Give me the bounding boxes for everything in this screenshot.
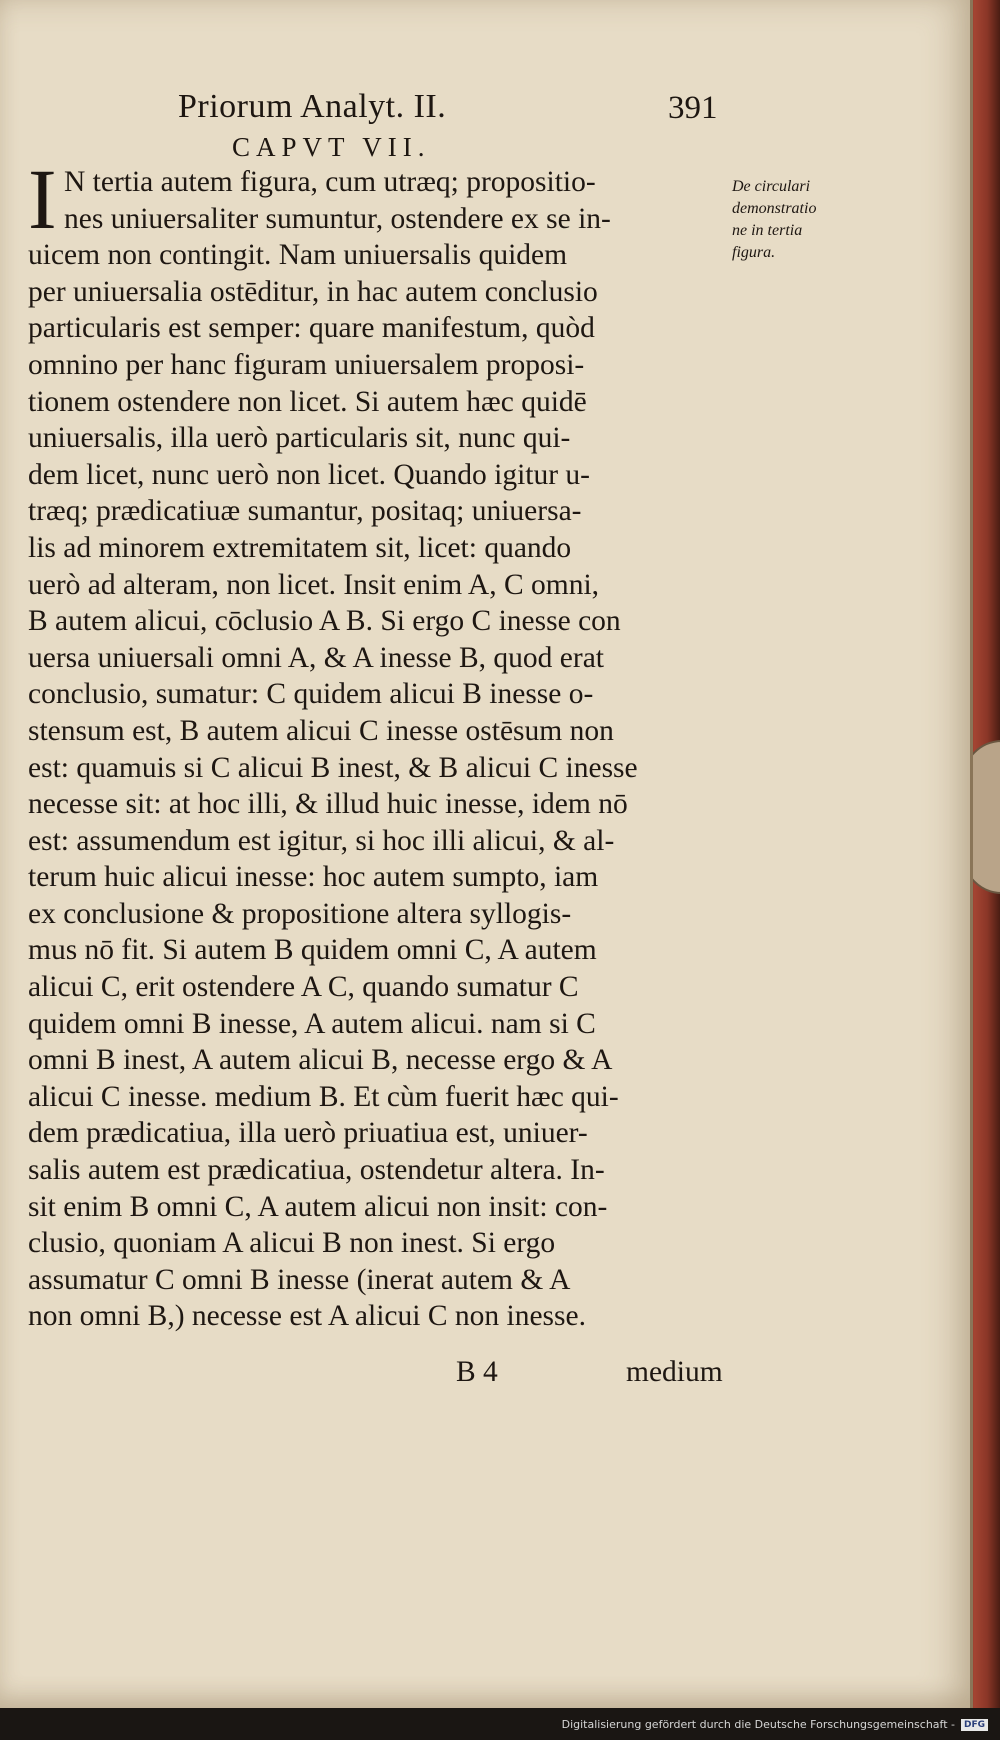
margin-note xyxy=(732,176,872,264)
dfg-logo: DFG xyxy=(961,1719,988,1731)
text-line: nes uniuersaliter sumuntur, ostendere ex se in- xyxy=(64,202,611,235)
text-line: uersa uniuersali omni A, & A inesse B, quod erat xyxy=(28,641,604,674)
catchword: medium xyxy=(626,1356,723,1388)
text-line: stensum est, B autem alicui C inesse ostēsum non xyxy=(28,714,614,747)
text-line: omnino per hanc figuram uniuersalem proposi- xyxy=(28,348,585,381)
text-line: necesse sit: at hoc illi, & illud huic inesse, idem nō xyxy=(28,788,628,821)
text-line: conclusio, sumatur: C quidem alicui B inesse o- xyxy=(28,678,594,711)
text-line: particularis est semper: quare manifestum, quòd xyxy=(28,312,595,345)
margin-note-line: De circulari xyxy=(732,178,811,195)
page-number: 391 xyxy=(668,90,718,126)
running-head: Priorum Analyt. II. xyxy=(178,88,447,125)
text-line: non omni B,) necesse est A alicui C non inesse. xyxy=(28,1300,586,1333)
text-line: N tertia autem figura, cum utræq; propositio- xyxy=(64,166,596,198)
body-text xyxy=(28,151,758,1335)
text-line: alicui C inesse. medium B. Et cùm fuerit hæc qui- xyxy=(28,1080,619,1113)
text-line: clusio, quoniam A alicui B non inest. Si ergo xyxy=(28,1227,556,1260)
credit-text: Digitalisierung gefördert durch die Deutsche Forschungsgemeinschaft - xyxy=(561,1718,955,1731)
text-line: alicui C, erit ostendere A C, quando sumatur C xyxy=(28,971,579,1004)
text-line: sit enim B omni C, A autem alicui non insit: con- xyxy=(28,1190,608,1223)
chapter-heading: CAPVT VII. xyxy=(232,132,431,162)
text-line: ex conclusione & propositione altera syllogis- xyxy=(28,897,572,930)
text-line: B autem alicui, cōclusio A B. Si ergo C inesse con xyxy=(28,605,621,638)
margin-note-line: figura. xyxy=(732,244,776,261)
text-line: mus nō fit. Si autem B quidem omni C, A autem xyxy=(28,934,597,967)
text-line: tionem ostendere non licet. Si autem hæc quidē xyxy=(28,385,587,418)
text-line: terum huic alicui inesse: hoc autem sumpto, iam xyxy=(28,861,599,894)
text-line: assumatur C omni B inesse (inerat autem & A xyxy=(28,1263,571,1296)
text-line: dem licet, nunc uerò non licet. Quando igitur u- xyxy=(28,458,590,491)
text-line: est: assumendum est igitur, si hoc illi alicui, & al- xyxy=(28,824,615,857)
text-line: salis autem est prædicatiua, ostendetur altera. In- xyxy=(28,1154,605,1187)
text-line: uniuersalis, illa uerò particularis sit, nunc qui- xyxy=(28,422,571,455)
text-line: omni B inest, A autem alicui B, necesse ergo & A xyxy=(28,1044,613,1077)
text-line: uicem non contingit. Nam uniuersalis quidem xyxy=(28,239,568,272)
text-line: est: quamuis si C alicui B inest, & B alicui C inesse xyxy=(28,751,638,784)
signature-mark: B 4 xyxy=(456,1356,498,1388)
text-line: quidem omni B inesse, A autem alicui. nam si C xyxy=(28,1007,596,1040)
text-line: uerò ad alteram, non licet. Insit enim A, C omni, xyxy=(28,568,600,601)
text-line: lis ad minorem extremitatem sit, licet: quando xyxy=(28,531,572,564)
text-line: træq; prædicatiuæ sumantur, positaq; uniuersa- xyxy=(28,495,582,528)
digitization-credit xyxy=(562,1718,988,1731)
text-line: per uniuersalia ostēditur, in hac autem conclusio xyxy=(28,275,598,308)
margin-note-line: demonstratio xyxy=(732,200,817,217)
drop-cap: I xyxy=(28,151,57,247)
text-line: dem prædicatiua, illa uerò priuatiua est, uniuer- xyxy=(28,1117,588,1150)
margin-note-line: ne in tertia xyxy=(732,222,803,239)
